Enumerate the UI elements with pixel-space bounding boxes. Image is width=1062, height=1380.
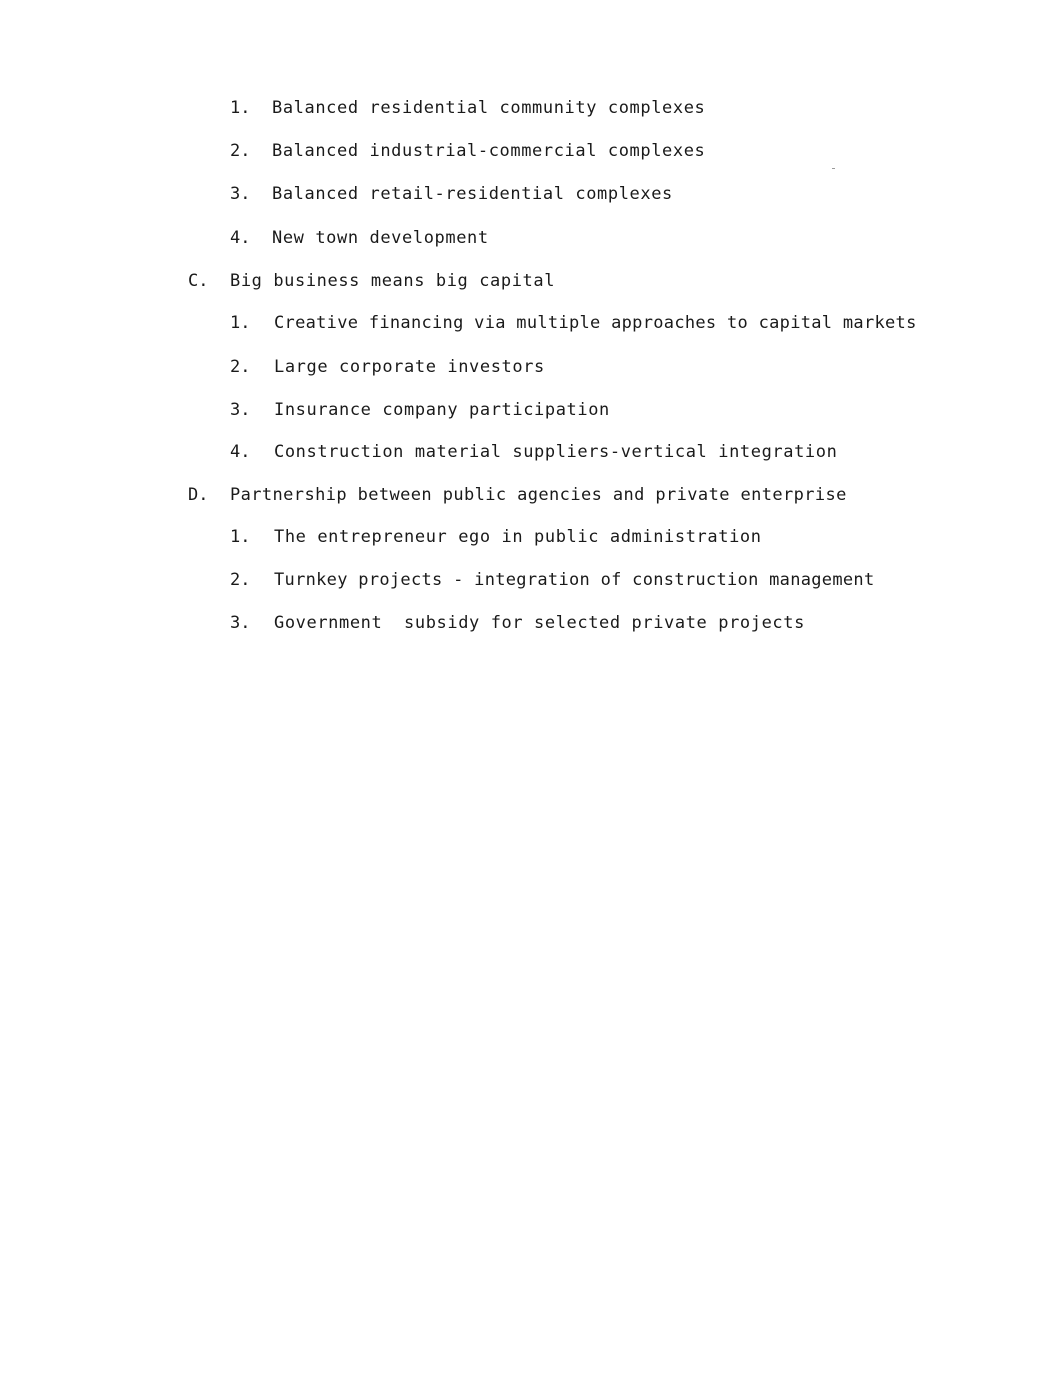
item-number: 2. [230,357,251,377]
item-number: 2. [230,570,251,590]
outline-item: Large corporate investors [274,357,545,377]
outline-item: Creative financing via multiple approaches to capital markets [274,313,917,333]
item-number: 1. [230,98,251,118]
outline-item: Turnkey projects - integration of construction management [274,570,875,590]
outline-item: Construction material suppliers-vertical integration [274,442,838,462]
outline-item: Government subsidy for selected private projects [274,613,805,633]
item-number: 4. [230,228,251,248]
outline-item: Insurance company participation [274,400,610,420]
item-number: 3. [230,613,251,633]
scan-speck [832,168,835,169]
item-number: 1. [230,313,251,333]
outline-item: The entrepreneur ego in public administration [274,527,762,547]
item-number: 3. [230,400,251,420]
outline-item: New town development [272,228,489,248]
section-heading: Partnership between public agencies and private enterprise [230,485,847,505]
item-number: 1. [230,527,251,547]
item-number: 2. [230,141,251,161]
section-heading: Big business means big capital [230,271,556,291]
outline-item: Balanced retail-residential complexes [272,184,673,204]
section-letter: C. [188,271,209,291]
item-number: 4. [230,442,251,462]
section-letter: D. [188,485,209,505]
outline-item: Balanced industrial-commercial complexes [272,141,706,161]
item-number: 3. [230,184,251,204]
outline-item: Balanced residential community complexes [272,98,706,118]
